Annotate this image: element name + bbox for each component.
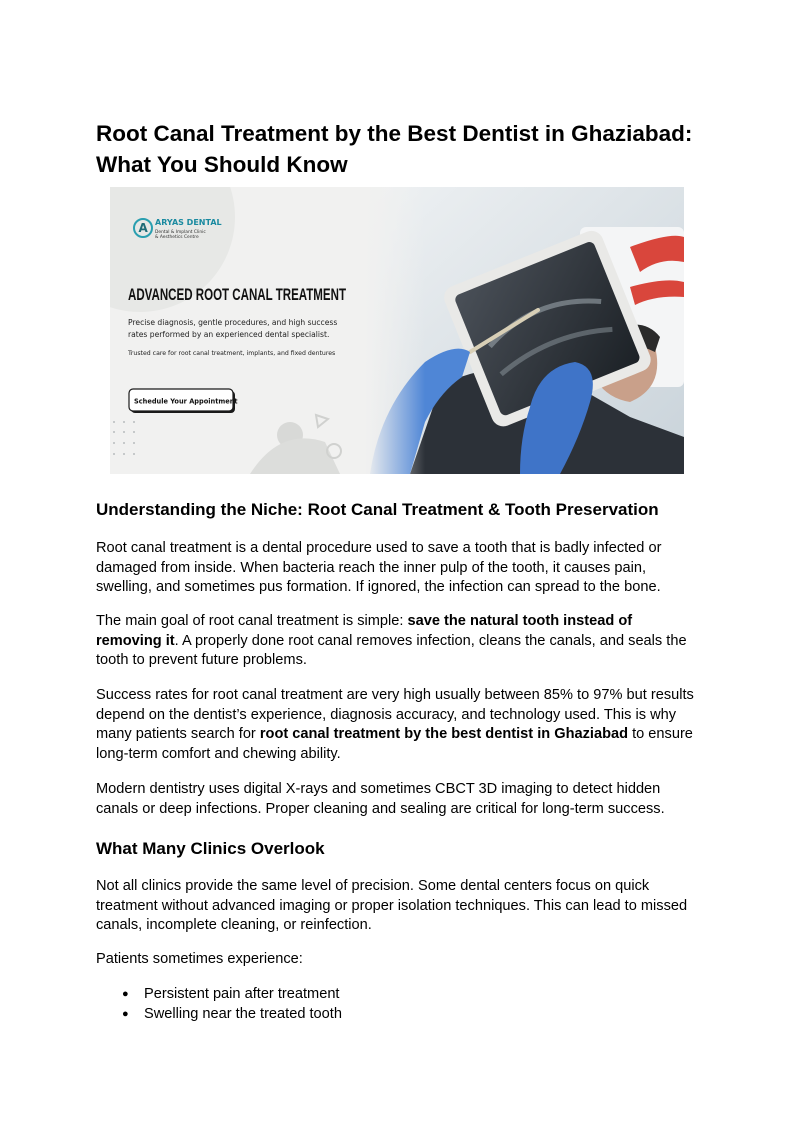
banner-headline: ADVANCED ROOT CANAL TREATMENT	[128, 286, 346, 304]
banner-description-line1: Precise diagnosis, gentle procedures, and high success	[128, 318, 338, 327]
paragraph-text: The main goal of root canal treatment is simple:	[96, 613, 408, 629]
paragraph-text: Success rates for root canal treatment are very high usually between 85% to 97% but results depend on the dentist’s experience, diagnosis accuracy, and technology used. This is why many patients search for	[96, 687, 694, 743]
schedule-appointment-label: Schedule Your Appointment	[134, 397, 238, 406]
symptom-list	[96, 985, 342, 1024]
paragraph-intro: Root canal treatment is a dental procedure used to save a tooth that is badly infected or damaged from inside. When bacteria reach the inner pulp of the tooth, it causes pain, swelling, and sometimes pus formation. If ignored, the infection can spread to the bone.	[96, 540, 662, 596]
bullet-icon: ●	[122, 988, 129, 1000]
logo-subtitle-line1: Dental & Implant Clinic	[155, 230, 206, 235]
paragraph-text: . A properly done root canal removes infection, cleans the canals, and seals the tooth to prevent future problems.	[96, 632, 687, 669]
svg-text:A: A	[138, 221, 148, 235]
emphasis-text: save the natural tooth instead of removing it	[96, 613, 633, 649]
paragraph-precision: Not all clinics provide the same level of precision. Some dental centers focus on quick treatment without advanced imaging or proper isolation techniques. This can lead to missed canals, incomplete cleaning, or reinfection.	[96, 878, 688, 934]
paragraph-success-rates	[96, 686, 700, 764]
page-title: Root Canal Treatment by the Best Dentist in Ghaziabad: What You Should Know	[96, 121, 693, 177]
banner-trusted-text: Trusted care for root canal treatment, implants, and fixed dentures	[128, 350, 336, 357]
paragraph-modern-dentistry: Modern dentistry uses digital X-rays and sometimes CBCT 3D imaging to detect hidden canals or deep infections. Proper cleaning and sealing are critical for long-term success.	[96, 781, 665, 817]
logo-brand-text: ARYAS DENTAL	[155, 218, 222, 227]
list-item	[96, 1005, 342, 1025]
emphasis-text: root canal treatment by the best dentist in Ghaziabad	[259, 726, 629, 743]
list-item-text: Swelling near the treated tooth	[144, 1005, 342, 1022]
paragraph-main-goal	[96, 612, 700, 671]
paragraph-text: to ensure long-term comfort and chewing ability.	[96, 726, 693, 762]
bullet-icon: ●	[122, 1007, 129, 1020]
logo-subtitle-line2: & Aesthetics Centre	[155, 235, 199, 240]
schedule-appointment-button	[129, 389, 238, 413]
hero-banner-image	[110, 187, 684, 474]
paragraph-patients-experience: Patients sometimes experience:	[96, 951, 303, 967]
list-item-text: Persistent pain after treatment	[144, 986, 340, 1002]
section-heading-overlook: What Many Clinics Overlook	[96, 839, 325, 858]
section-heading-niche: Understanding the Niche: Root Canal Treatment & Tooth Preservation	[96, 500, 659, 519]
banner-description-line2: rates performed by an experienced dental specialist.	[128, 330, 330, 339]
list-item	[96, 985, 342, 1005]
dental-photo	[365, 187, 684, 474]
